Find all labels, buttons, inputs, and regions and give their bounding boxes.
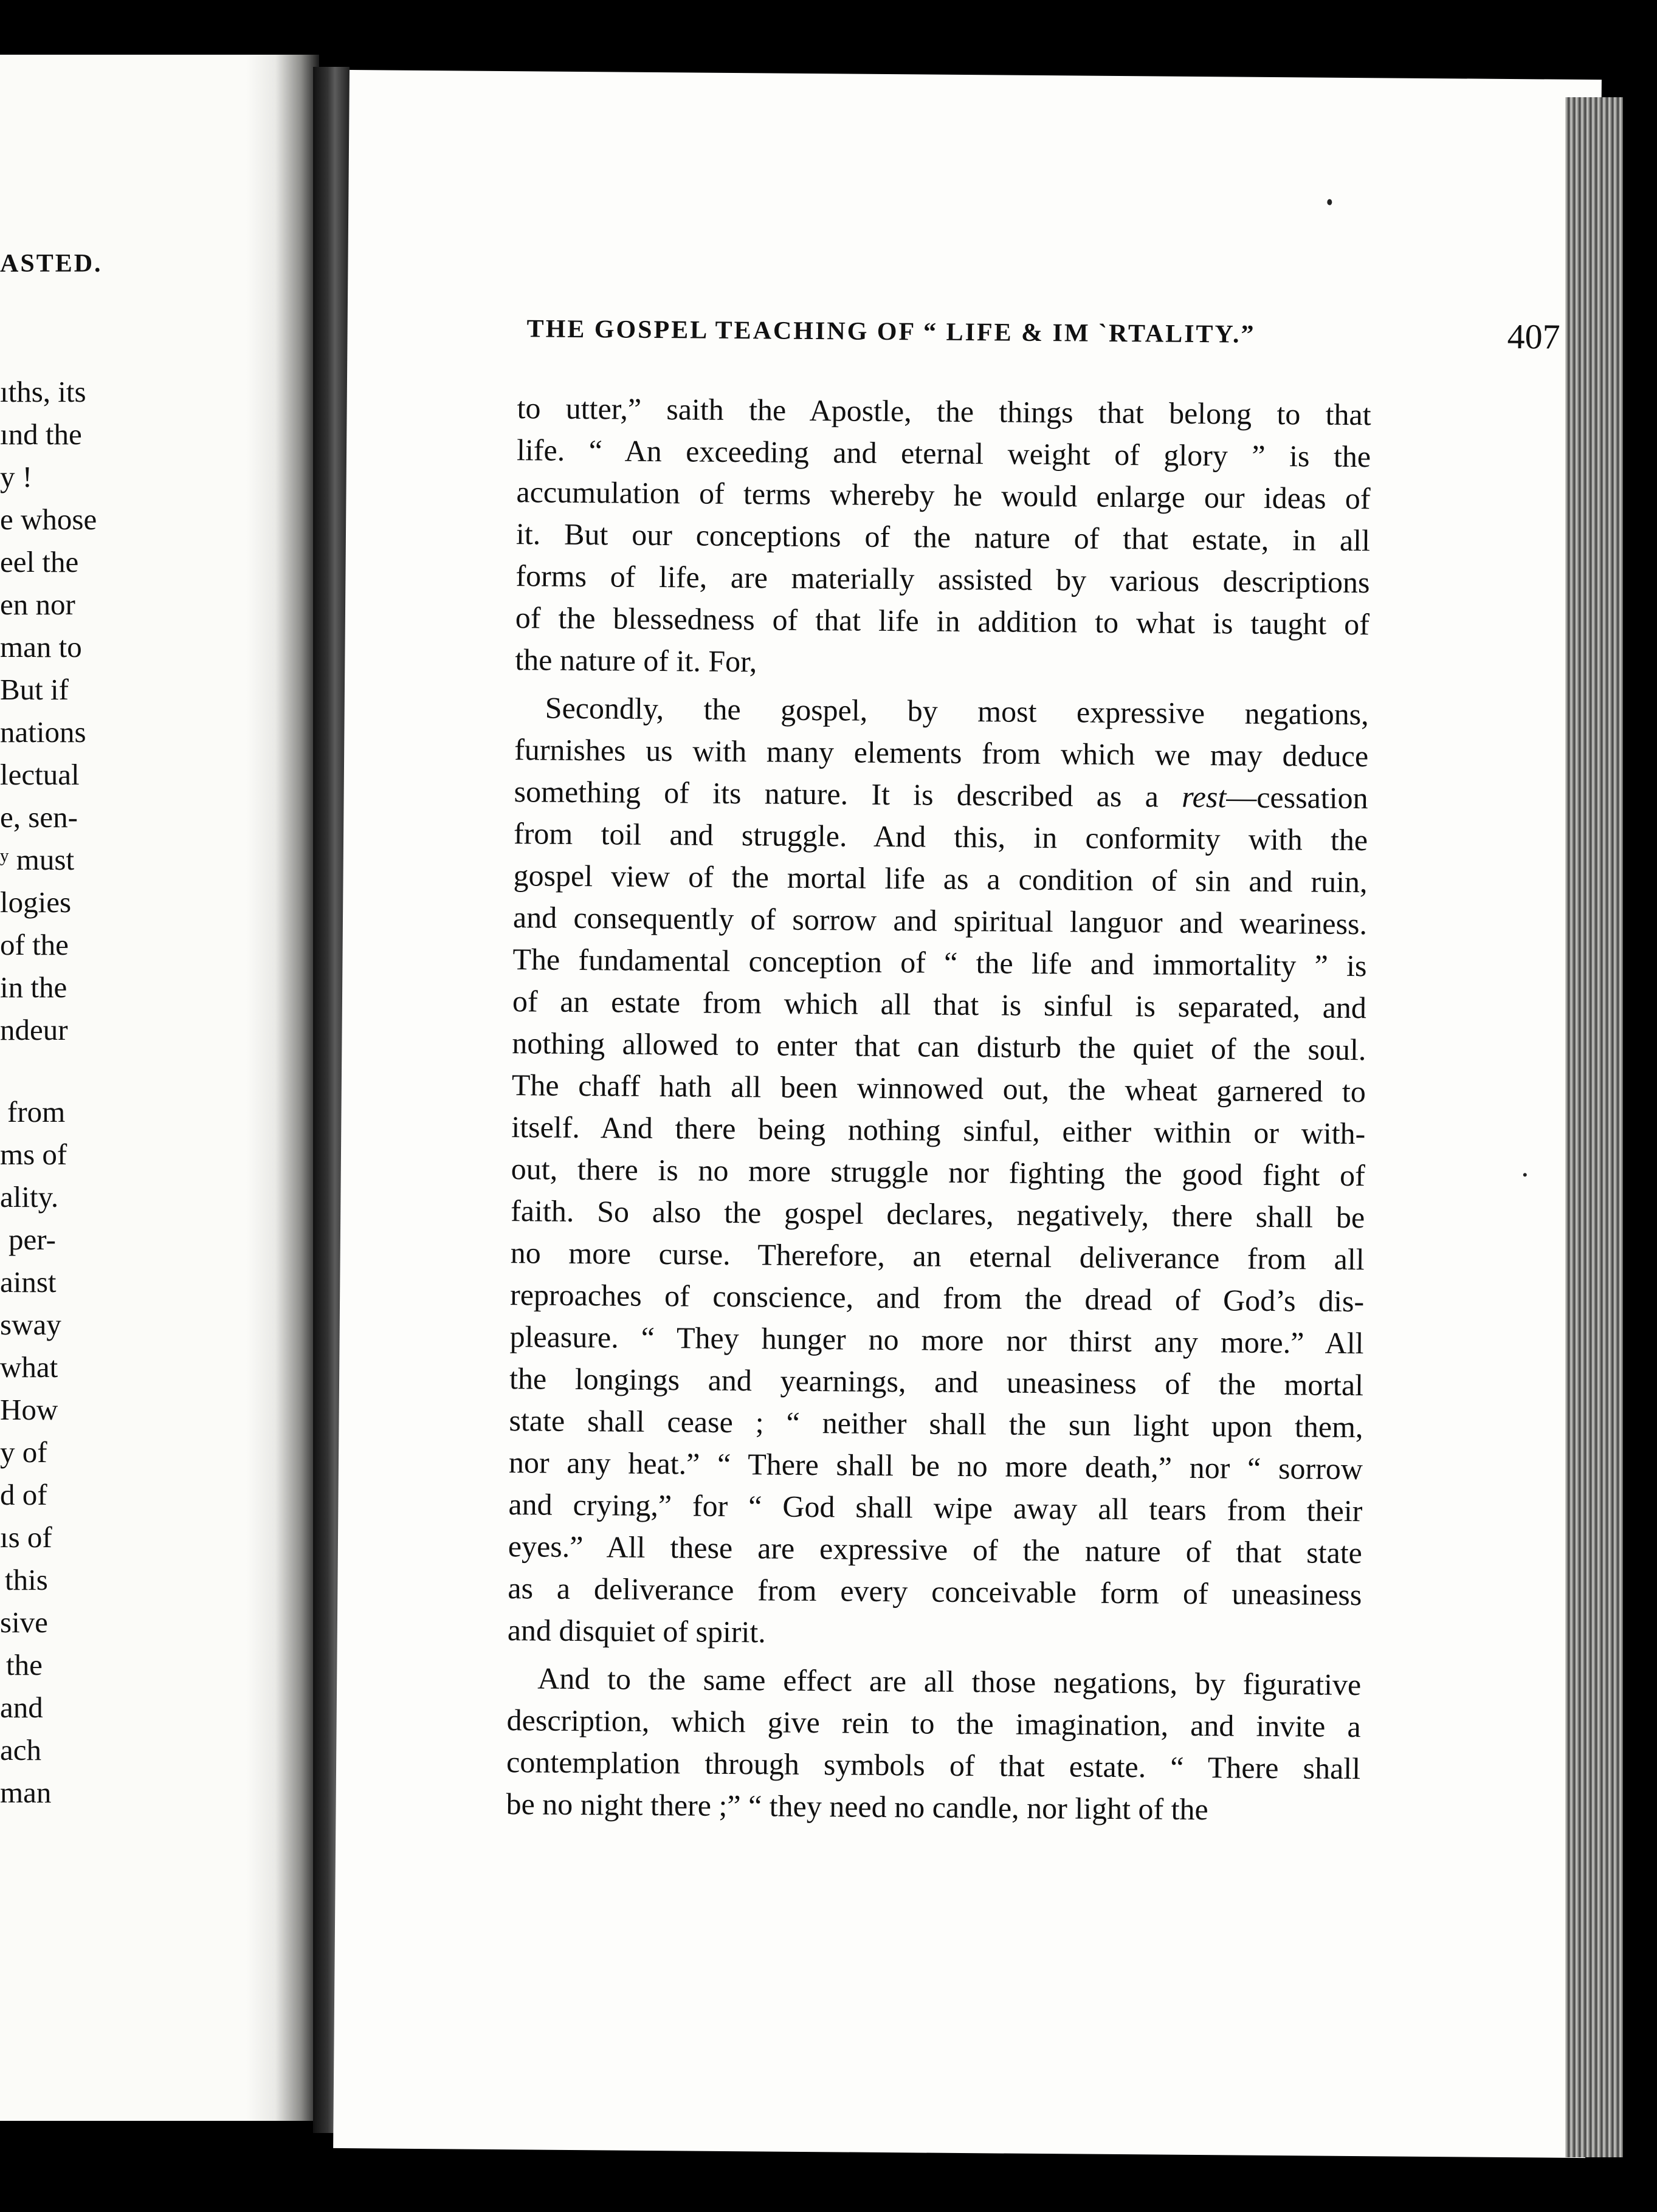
text-line: be no night there ;” “ they need no candle, nor light of the: [506, 1787, 1208, 1827]
previous-page-line: e whose: [0, 503, 97, 536]
text-line: eyes.” All these are expressive of the nature of that state: [508, 1529, 1363, 1570]
text-line: from toil and struggle. And this, in conformity with the: [513, 816, 1368, 857]
emphasized-word: rest: [1181, 779, 1227, 814]
previous-page-line: nations: [0, 715, 86, 749]
previous-page-line: and: [0, 1691, 43, 1724]
previous-page-line: y !: [0, 460, 33, 493]
previous-page-line: ıths, its: [0, 375, 86, 408]
text-line: pleasure. “ They hunger no more nor thirst any more.” All: [509, 1319, 1364, 1361]
previous-page-line: in the: [0, 970, 67, 1004]
print-speck: [1327, 199, 1332, 205]
previous-page-line: man: [0, 1776, 52, 1809]
previous-page-line: y of: [0, 1435, 47, 1469]
text-line: description, which give rein to the imagination, and invite a: [506, 1703, 1361, 1744]
text-line: furnishes us with many elements from which we may deduce: [514, 732, 1369, 774]
text-line: nothing allowed to enter that can disturb the quiet of the soul.: [512, 1026, 1366, 1067]
page-number: 407: [1507, 316, 1560, 357]
text-line: it. But our conceptions of the nature of that estate, in all: [515, 517, 1371, 558]
running-head: [526, 314, 1560, 357]
text-line: Secondly, the gospel, by most expressive negations,: [545, 690, 1369, 732]
previous-page-line: logies: [0, 885, 72, 919]
text-line: no more curse. Therefore, an eternal deliverance from all: [510, 1235, 1365, 1277]
previous-page-line: from: [7, 1095, 66, 1128]
previous-page-line: of the: [0, 928, 69, 961]
previous-page-line: But if: [0, 673, 69, 706]
previous-page-line: ach: [0, 1733, 41, 1767]
running-head-title: THE GOSPEL TEACHING OF “ LIFE & IM ˋRTALITY.”: [526, 315, 1256, 349]
previous-page-line: ınd the: [0, 417, 82, 451]
text-line: And to the same effect are all those negations, by figurative: [537, 1661, 1362, 1702]
book-page: [333, 70, 1602, 2158]
previous-page-line: what: [0, 1350, 58, 1384]
previous-page-running-head: ASTED.: [0, 250, 103, 278]
text-line: as a deliverance from every conceivable form of uneasiness: [508, 1571, 1362, 1612]
previous-page-line: ms of: [0, 1138, 67, 1171]
previous-page-line: lectual: [0, 758, 80, 791]
previous-page-line: man to: [0, 630, 82, 664]
previous-page-line: How: [0, 1393, 58, 1426]
text-line: faith. So also the gospel declares, negatively, there shall be: [511, 1194, 1365, 1235]
text-line: and crying,” for “ God shall wipe away all tears from their: [508, 1487, 1363, 1528]
text-line: life. “ An exceeding and eternal weight of glory ” is the: [516, 433, 1371, 474]
text-line: out, there is no more struggle nor fighting the good fight of: [511, 1152, 1365, 1193]
text-line: the longings and yearnings, and uneasiness of the mortal: [509, 1361, 1364, 1403]
text-line: reproaches of conscience, and from the dread of God’s dis-: [509, 1277, 1365, 1319]
previous-page-line: sway: [0, 1308, 61, 1341]
previous-page-line: ainst: [0, 1265, 57, 1299]
text-line: The fundamental conception of “ the life and immortality ” is: [512, 942, 1367, 983]
previous-page-line: d of: [0, 1478, 47, 1511]
previous-page-line: ndeur: [0, 1013, 68, 1046]
previous-page-line: ality.: [0, 1180, 59, 1214]
text-line: accumulation of terms whereby he would enlarge our ideas of: [516, 475, 1371, 516]
text-line: something of its nature. It is described as a rest—cessation: [514, 774, 1368, 816]
body-text: [506, 387, 1371, 1832]
previous-page-gutter-shadow: [246, 55, 319, 2121]
print-speck: [1523, 1173, 1527, 1176]
previous-page-line: this: [5, 1563, 48, 1596]
text-line: of an estate from which all that is sinful is separated, and: [512, 984, 1367, 1025]
text-line: to utter,” saith the Apostle, the things that belong to that: [517, 391, 1371, 432]
previous-page-line: per-: [9, 1223, 56, 1256]
previous-page-line: ıs of: [0, 1520, 52, 1554]
text-line: nor any heat.” “ There shall be no more death,” nor “ sorrow: [508, 1445, 1363, 1486]
previous-page-line: sive: [0, 1606, 48, 1639]
previous-page-line: eel the: [0, 545, 79, 579]
previous-page-line: the: [6, 1648, 43, 1681]
page-stack-edge: [1565, 97, 1623, 2157]
previous-page-line: ʸ must: [0, 843, 75, 876]
text-line: and consequently of sorrow and spiritual languor and weariness.: [512, 900, 1368, 941]
text-line: gospel view of the mortal life as a condition of sin and ruin,: [513, 858, 1368, 899]
text-line: and disquiet of spirit.: [507, 1613, 766, 1649]
previous-page-line: en nor: [0, 588, 75, 621]
previous-page-line: e, sen-: [0, 800, 78, 834]
text-line: The chaff hath all been winnowed out, the wheat garnered to: [511, 1068, 1366, 1109]
text-line: of the blessedness of that life in addition to what is taught of: [515, 600, 1370, 642]
text-line: contemplation through symbols of that estate. “ There shall: [506, 1745, 1361, 1786]
text-line: the nature of it. For,: [515, 642, 757, 679]
text-line: itself. And there being nothing sinful, either within or with-: [511, 1110, 1366, 1151]
text-line: forms of life, are materially assisted by various descriptions: [515, 558, 1370, 600]
text-line: state shall cease ; “ neither shall the sun light upon them,: [509, 1403, 1363, 1444]
